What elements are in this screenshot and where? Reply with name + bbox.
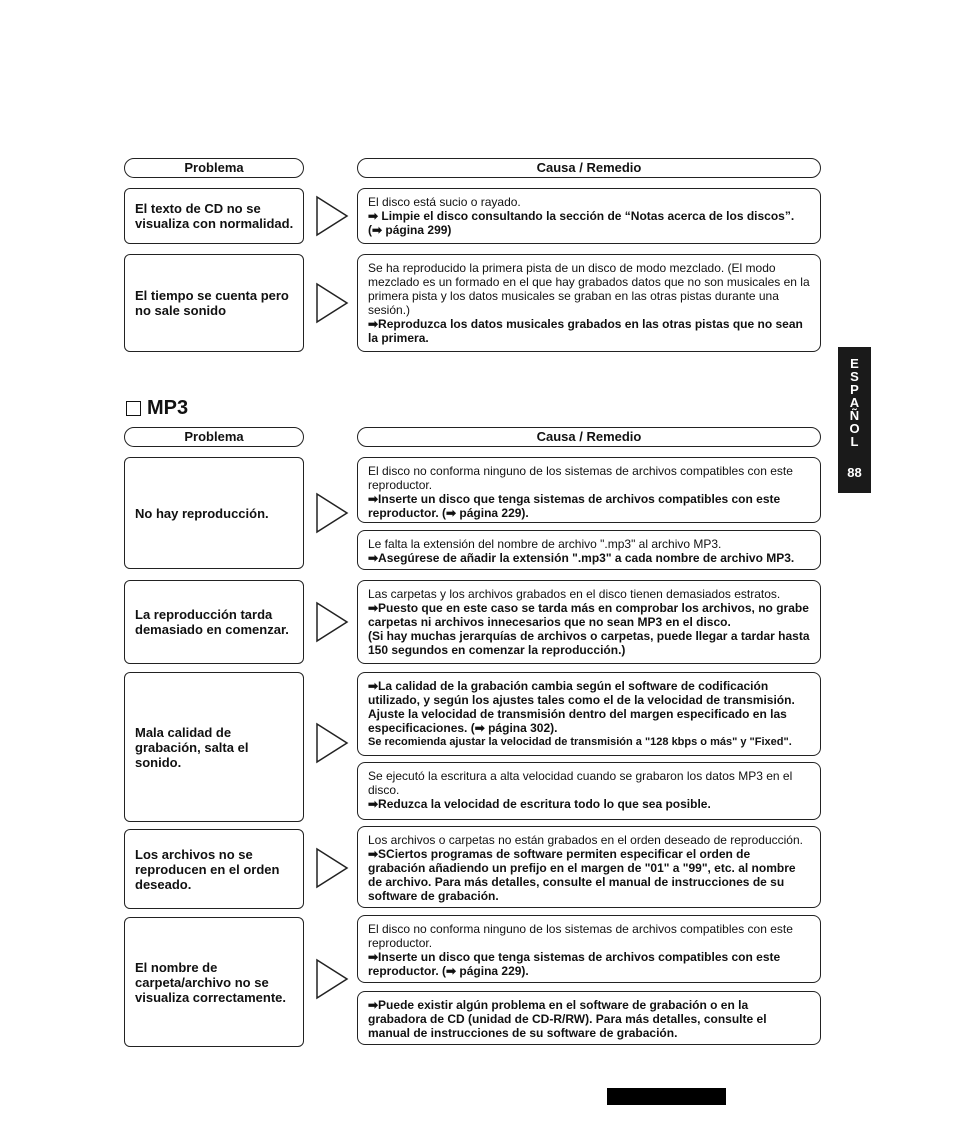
remedy-note: (Si hay muchas jerarquías de archivos o carpetas, puede llegar a tardar hasta 150 segundos en comenzar la reproducción.) xyxy=(368,629,810,657)
cause-box-encoding xyxy=(357,672,821,756)
cause-box-many-layers xyxy=(357,580,821,664)
cause-box-order xyxy=(357,826,821,908)
cause-text: El disco no conforma ninguno de los sistemas de archivos compatibles con este reproductor. xyxy=(368,922,793,950)
cause-text: Las carpetas y los archivos grabados en el disco tienen demasiados estratos. xyxy=(368,587,781,601)
problem-no-sound: El tiempo se cuenta pero no sale sonido xyxy=(124,254,304,352)
remedy-text: ➡Inserte un disco que tenga sistemas de archivos compatibles con este reproductor. (➡ página 229). xyxy=(368,492,781,520)
remedy-text: ➡Inserte un disco que tenga sistemas de archivos compatibles con este reproductor. (➡ página 229). xyxy=(368,950,781,978)
cause-text: Le falta la extensión del nombre de archivo ".mp3" al archivo MP3. xyxy=(368,537,722,551)
remedy-text: ➡Asegúrese de añadir la extensión ".mp3" a cada nombre de archivo MP3. xyxy=(368,551,795,565)
cause-box-high-speed xyxy=(357,762,821,820)
remedy-text: ➡Puesto que en este caso se tarda más en comprobar los archivos, no grabe carpetas ni archivos innecesarios que no sean MP3 en el disco. xyxy=(368,601,809,629)
problem-header: Problema xyxy=(124,158,304,178)
arrow-right-icon xyxy=(315,492,349,534)
arrow-right-icon xyxy=(315,282,349,324)
side-tab-letter: Ñ xyxy=(849,408,860,423)
problem-no-playback: No hay reproducción. xyxy=(124,457,304,569)
remedy-text: ➡ Limpie el disco consultando la sección de “Notas acerca de los discos”. (➡ página 299) xyxy=(368,209,795,237)
arrow-right-icon xyxy=(315,847,349,889)
problem-slow-start: La reproducción tarda demasiado en comenzar. xyxy=(124,580,304,664)
problem-cd-text: El texto de CD no se visualiza con normalidad. xyxy=(124,188,304,244)
arrow-right-icon xyxy=(315,601,349,643)
cause-box-software-problem xyxy=(357,991,821,1045)
cause-text: Los archivos o carpetas no están grabados en el orden deseado de reproducción. xyxy=(368,833,803,847)
cause-text: Se ejecutó la escritura a alta velocidad cuando se grabaron los datos MP3 en el disco. xyxy=(368,769,793,797)
cause-text: El disco está sucio o rayado. xyxy=(368,195,521,209)
page-number: 88 xyxy=(847,465,862,480)
problem-bad-quality: Mala calidad de grabación, salta el sonido. xyxy=(124,672,304,822)
cause-box-dirty-disc xyxy=(357,188,821,244)
checkbox-square-icon xyxy=(126,401,141,416)
remedy-text: ➡Puede existir algún problema en el software de grabación o en la grabadora de CD (unidad de CD-R/RW). Para más detalles, consulte el manual de instrucciones de su software de grabación. xyxy=(368,998,767,1040)
side-tab-letter: L xyxy=(850,434,859,449)
language-side-tab xyxy=(838,347,871,493)
problem-filename-display: El nombre de carpeta/archivo no se visualiza correctamente. xyxy=(124,917,304,1047)
side-tab-letter: P xyxy=(850,382,859,397)
cause-text: El disco no conforma ninguno de los sistemas de archivos compatibles con este reproductor. xyxy=(368,464,793,492)
cause-box-filesystem-2 xyxy=(357,915,821,983)
side-tab-letter: O xyxy=(849,421,860,436)
remedy-text: ➡Reproduzca los datos musicales grabados en las otras pistas que no sean la primera. xyxy=(368,317,803,345)
arrow-right-icon xyxy=(315,722,349,764)
arrow-right-icon xyxy=(315,195,349,237)
mp3-section-title xyxy=(126,395,326,421)
footer-black-bar xyxy=(607,1088,726,1105)
arrow-right-icon xyxy=(315,958,349,1000)
cause-box-mixed-mode xyxy=(357,254,821,352)
side-tab-letter: S xyxy=(850,369,859,384)
remedy-text: ➡Reduzca la velocidad de escritura todo lo que sea posible. xyxy=(368,797,711,811)
cause-box-extension xyxy=(357,530,821,570)
side-tab-letter: A xyxy=(849,395,860,410)
cause-box-filesystem xyxy=(357,457,821,523)
cause-text: Se ha reproducido la primera pista de un disco de modo mezclado. (El modo mezclado es un formado en el que hay grabados datos que no son musicales en la primera pista y los datos musicales se graban en las otras pistas durante una sesión.) xyxy=(368,261,810,317)
problem-order: Los archivos no se reproducen en el orden deseado. xyxy=(124,829,304,909)
remedy-text: ➡SCiertos programas de software permiten especificar el orden de grabación añadiendo un prefijo en el margen de "01" a "99", etc. al nombre de archivo. Para más detalles, consulte el manual de instrucciones de su software de grabación. xyxy=(368,847,796,903)
side-tab-letter: E xyxy=(850,356,859,371)
cause-remedy-header: Causa / Remedio xyxy=(357,158,821,178)
mp3-title-text: MP3 xyxy=(147,396,189,419)
remedy-note: Se recomienda ajustar la velocidad de transmisión a "128 kbps o más" y "Fixed". xyxy=(368,736,792,748)
cause-remedy-header: Causa / Remedio xyxy=(357,427,821,447)
remedy-text: ➡La calidad de la grabación cambia según el software de codificación utilizado, y según los ajustes tales como el de la velocidad de transmisión. Ajuste la velocidad de transmisión dentro del margen especificado en las especificaciones. (➡ página 302). xyxy=(368,679,795,735)
problem-header: Problema xyxy=(124,427,304,447)
